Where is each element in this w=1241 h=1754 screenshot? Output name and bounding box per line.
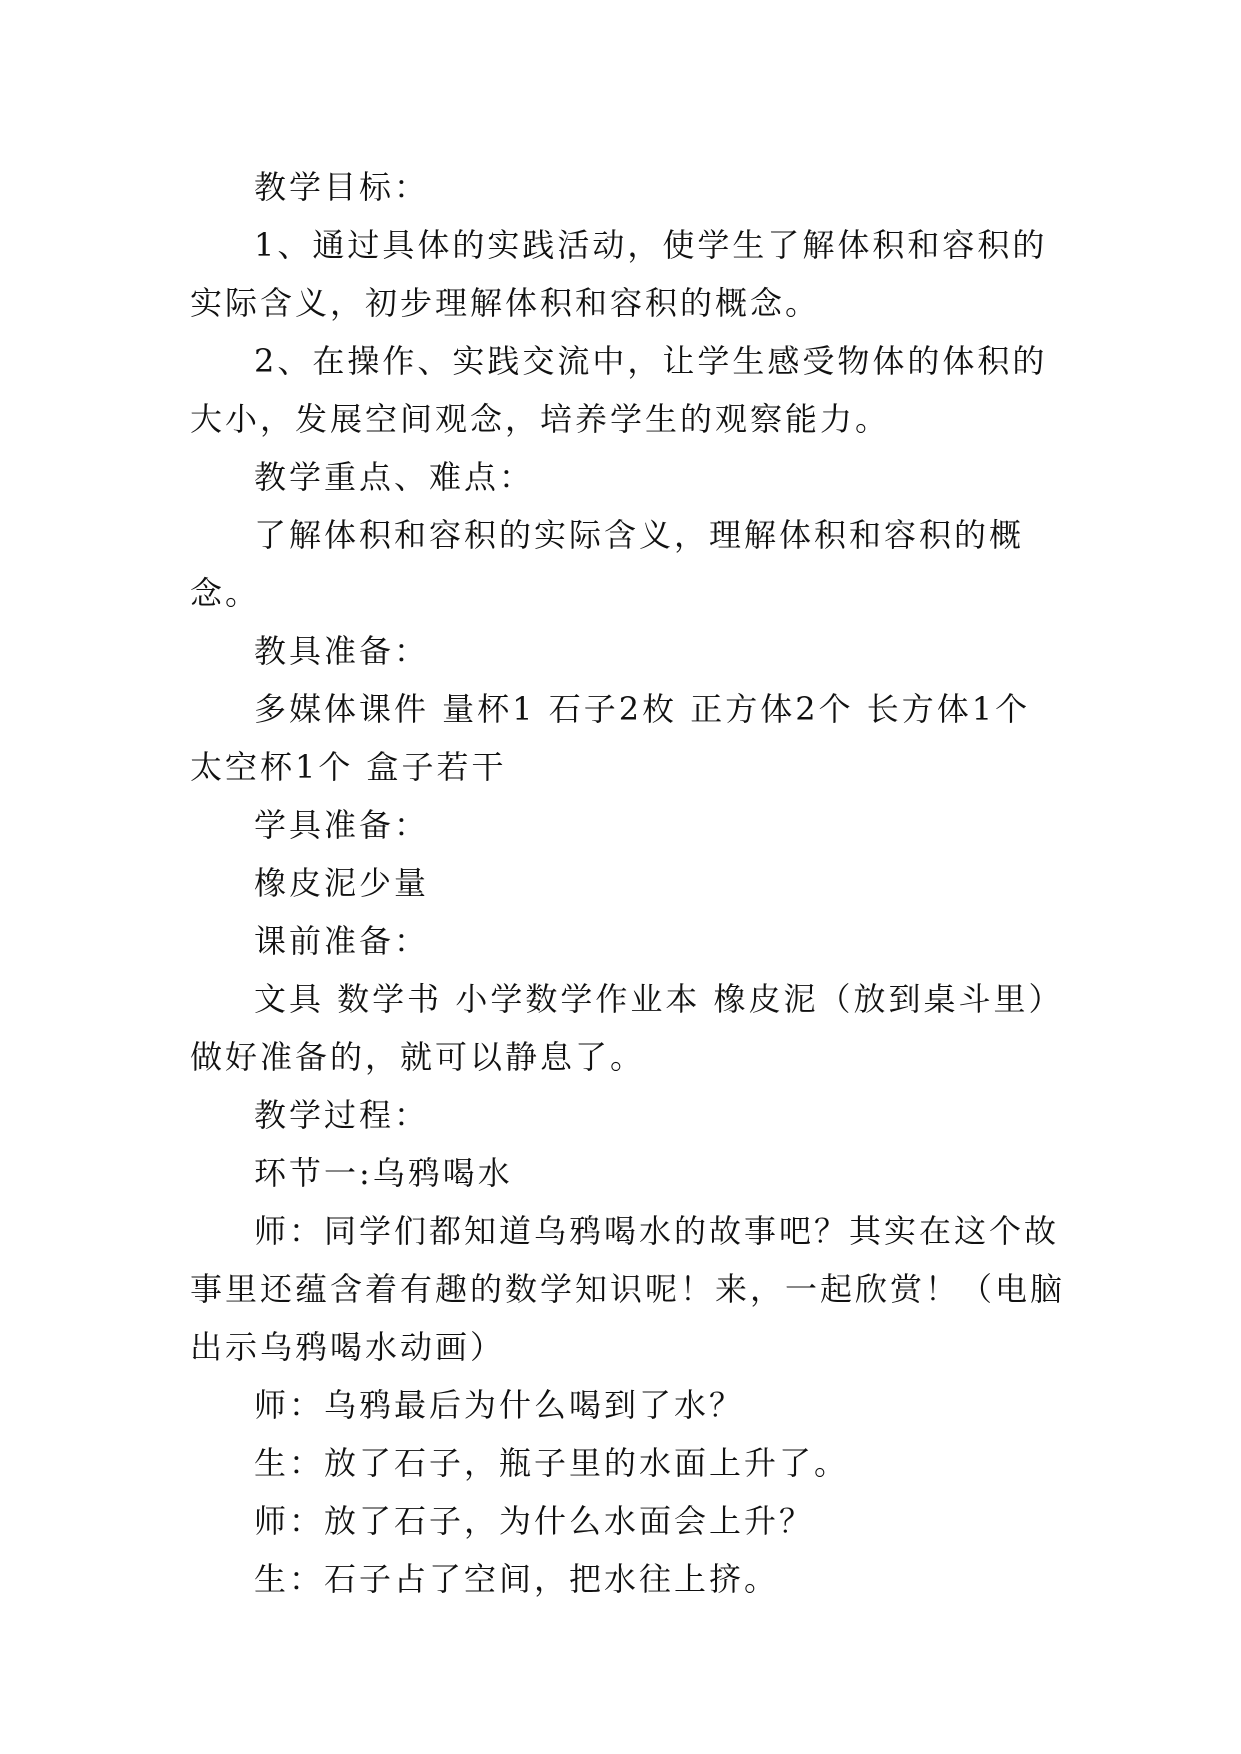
document-body xyxy=(190,158,1070,1608)
heading-teaching-process: 教学过程： xyxy=(254,1096,430,1134)
heading-teaching-objectives: 教学目标： xyxy=(254,168,430,206)
dialogue-line: 生：石子占了空间，把水往上挤。 xyxy=(254,1560,780,1598)
heading-student-materials: 学具准备： xyxy=(254,806,430,844)
preclass-preparation-text: 文具 数学书 小学数学作业本 橡皮泥（放到桌斗里）做好准备的，就可以静息了。 xyxy=(190,980,1064,1076)
dialogue-line: 生：放了石子，瓶子里的水面上升了。 xyxy=(254,1444,850,1482)
section-one-title: 环节一:乌鸦喝水 xyxy=(254,1154,513,1192)
objective-2: 2、在操作、实践交流中，让学生感受物体的体积的大小，发展空间观念，培养学生的观察能力。 xyxy=(190,342,1048,438)
key-points-text: 了解体积和容积的实际含义，理解体积和容积的概念。 xyxy=(190,516,1025,612)
teaching-aids-list: 多媒体课件 量杯1 石子2枚 正方体2个 长方体1个 太空杯1个 盒子若干 xyxy=(190,690,1044,786)
heading-preclass-preparation: 课前准备： xyxy=(254,922,430,960)
student-materials-list: 橡皮泥少量 xyxy=(254,864,430,902)
dialogue-line: 师：放了石子，为什么水面会上升？ xyxy=(254,1502,815,1540)
heading-key-points: 教学重点、难点： xyxy=(254,458,535,496)
dialogue-line: 师：同学们都知道乌鸦喝水的故事吧？其实在这个故事里还蕴含着有趣的数学知识呢！来，一起欣赏！（电脑出示乌鸦喝水动画） xyxy=(190,1212,1066,1366)
objective-1: 1、通过具体的实践活动，使学生了解体积和容积的实际含义，初步理解体积和容积的概念。 xyxy=(190,226,1048,322)
heading-teaching-aids: 教具准备： xyxy=(254,632,430,670)
dialogue-line: 师：乌鸦最后为什么喝到了水？ xyxy=(254,1386,745,1424)
